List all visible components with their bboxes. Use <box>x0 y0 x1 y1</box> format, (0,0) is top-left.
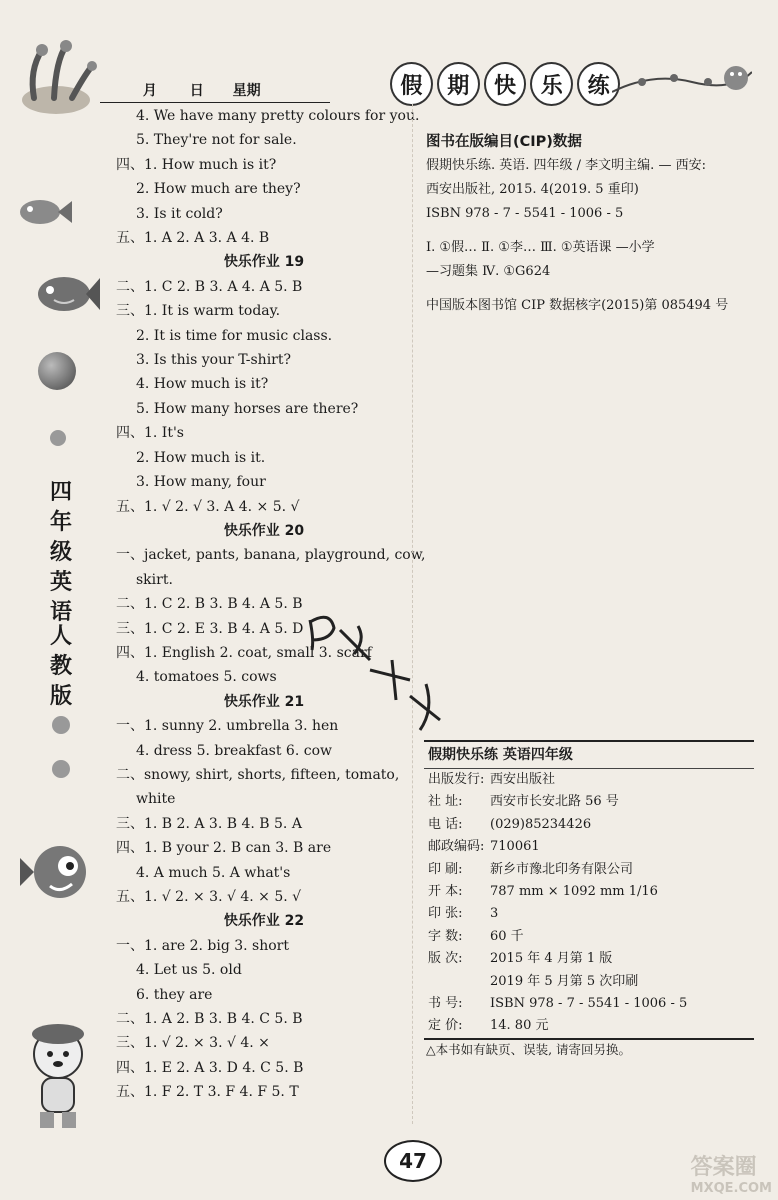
side-label-char: 人 <box>49 624 72 649</box>
watermark <box>691 1150 772 1196</box>
answer-line: 4. We have many pretty colours for you. <box>136 108 420 124</box>
colophon-key: 邮政编码: <box>428 839 485 855</box>
answer-line: skirt. <box>136 571 173 588</box>
answer-line: 一、1. sunny 2. umbrella 3. hen <box>116 718 339 735</box>
answer-line: 四、1. English 2. coat, small 3. scarf <box>116 644 372 661</box>
colophon-key <box>428 971 490 993</box>
answer-line: 三、1. B 2. A 3. B 4. B 5. A <box>116 815 302 832</box>
answer-line: 4. How much is it? <box>136 376 269 393</box>
colophon-row <box>424 971 754 993</box>
big-fish-icon <box>30 270 100 318</box>
exercise-title: 快乐作业 21 <box>223 693 305 710</box>
cip-line <box>426 284 766 294</box>
colophon-row <box>424 926 754 948</box>
colophon-row <box>424 948 754 970</box>
answer-line: 三、1. It is warm today. <box>116 303 281 320</box>
answer-line: 三、1. C 2. E 3. B 4. A 5. D <box>116 620 304 637</box>
answer-line: 5. How many horses are there? <box>136 400 359 417</box>
colophon-value: 3 <box>490 906 499 922</box>
colophon-row <box>424 814 754 836</box>
replacement-note: △本书如有缺页、误装, 请寄回另换。 <box>426 1042 632 1057</box>
colophon-value: 14. 80 元 <box>490 1018 549 1034</box>
cartoon-dog-icon <box>18 1020 100 1140</box>
colophon-key: 出版发行: <box>428 772 485 787</box>
answer-line: 三、1. √ 2. × 3. √ 4. × <box>116 1035 270 1052</box>
answer-line: 一、1. are 2. big 3. short <box>116 937 289 954</box>
answer-line: 4. Let us 5. old <box>136 962 242 979</box>
date-day: 日 <box>189 83 204 99</box>
handwritten-scribble <box>300 600 460 740</box>
side-label-char: 年 <box>49 510 72 535</box>
colophon-key: 印 刷: <box>428 861 463 877</box>
date-month: 月 <box>142 83 157 99</box>
answer-line: 4. tomatoes 5. cows <box>136 669 277 686</box>
colophon-row <box>424 769 754 791</box>
colophon-key: 印 张: <box>428 906 463 922</box>
colophon-key: 电 话: <box>428 816 463 832</box>
banner-char: 期 <box>437 62 480 106</box>
answer-line: 2. How much is it. <box>136 449 266 466</box>
colophon-row <box>424 1015 754 1037</box>
banner-char: 乐 <box>530 62 573 106</box>
colophon-value: 新乡市豫北印务有限公司 <box>490 861 634 877</box>
bubble-icon <box>52 716 70 734</box>
cip-line: 西安出版社, 2015. 4(2019. 5 重印) <box>426 182 639 197</box>
colophon-key: 开 本: <box>428 884 463 900</box>
banner-char: 快 <box>484 62 527 106</box>
colophon-key: 社 址: <box>428 794 463 810</box>
answer-line: 四、1. How much is it? <box>116 156 277 173</box>
colophon-heading: 假期快乐练 英语四年级 <box>424 742 754 769</box>
colophon-value: 西安出版社 <box>490 772 556 787</box>
fish-icon <box>14 195 72 229</box>
exercise-title: 快乐作业 19 <box>223 254 305 271</box>
side-label-char: 语 <box>49 600 72 625</box>
answer-line: 四、1. B your 2. B can 3. B are <box>116 840 332 857</box>
side-label-char: 级 <box>49 540 72 565</box>
answer-line: 五、1. √ 2. × 3. √ 4. × 5. √ <box>116 889 302 905</box>
colophon-row <box>424 859 754 881</box>
colophon-value: 2019 年 5 月第 5 次印刷 <box>490 973 639 989</box>
plant-illustration-icon <box>14 40 100 120</box>
colophon-box <box>424 740 754 1040</box>
cip-line: ISBN 978 - 7 - 5541 - 1006 - 5 <box>426 206 624 221</box>
colophon-row <box>424 836 754 858</box>
answer-line: 四、1. It's <box>116 425 184 442</box>
answer-line: 3. How many, four <box>136 474 266 491</box>
colophon-row <box>424 903 754 925</box>
answer-line: 2. It is time for music class. <box>136 327 333 344</box>
answer-line: 五、1. F 2. T 3. F 4. F 5. T <box>116 1084 299 1101</box>
answer-line: 4. A much 5. A what's <box>136 864 291 881</box>
answer-line: 3. Is this your T-shirt? <box>136 352 291 369</box>
exercise-title: 快乐作业 22 <box>223 913 305 930</box>
answer-line: 二、1. C 2. B 3. A 4. A 5. B <box>116 278 303 295</box>
bubble-icon <box>52 760 70 778</box>
banner-char: 假 <box>390 62 433 106</box>
cip-title: 图书在版编目(CIP)数据 <box>426 134 582 150</box>
side-label-char: 教 <box>49 654 72 679</box>
vine-decoration-icon <box>612 52 752 112</box>
banner-char: 练 <box>577 62 620 106</box>
answer-line: 3. Is it cold? <box>136 205 223 222</box>
colophon-row <box>424 881 754 903</box>
colophon-value: 2015 年 4 月第 1 版 <box>490 951 613 967</box>
watermark-logo: 答案圈 <box>690 1155 757 1180</box>
answer-line: 5. They're not for sale. <box>136 132 297 149</box>
answer-line: 五、1. A 2. A 3. A 4. B <box>116 230 270 247</box>
answer-line: 二、1. C 2. B 3. B 4. A 5. B <box>116 596 303 613</box>
exercise-title: 快乐作业 20 <box>223 522 305 539</box>
colophon-row <box>424 791 754 813</box>
bubble-icon <box>50 430 66 446</box>
answer-line: 四、1. E 2. A 3. D 4. C 5. B <box>116 1059 304 1076</box>
colophon-key: 字 数: <box>428 928 463 944</box>
side-label-char: 版 <box>49 684 72 709</box>
page-number: 47 <box>384 1140 442 1182</box>
side-label <box>48 622 74 712</box>
cip-line: 假期快乐练. 英语. 四年级 / 李文明主编. — 西安: <box>426 158 706 173</box>
answer-line: 4. dress 5. breakfast 6. cow <box>136 742 332 759</box>
answer-line: 2. How much are they? <box>136 181 301 198</box>
answer-line: 五、1. √ 2. √ 3. A 4. × 5. √ <box>116 498 300 515</box>
colophon-value: 710061 <box>490 839 540 855</box>
cip-block <box>426 130 766 318</box>
side-label-char: 四 <box>49 480 72 505</box>
left-margin <box>0 0 100 1200</box>
answer-line: 二、1. A 2. B 3. B 4. C 5. B <box>116 1011 303 1028</box>
watermark-url: MXQE.COM <box>690 1181 772 1196</box>
cip-line: 中国版本图书馆 CIP 数据核字(2015)第 085494 号 <box>426 298 729 313</box>
colophon-key: 定 价: <box>428 1018 463 1034</box>
side-label-char: 英 <box>49 570 72 595</box>
ball-icon <box>38 352 76 390</box>
side-label <box>48 478 74 628</box>
colophon-key: 版 次: <box>428 951 463 967</box>
answer-line: 6. they are <box>136 986 213 1003</box>
answer-line: white <box>136 791 176 808</box>
colophon-value: (029)85234426 <box>490 816 592 832</box>
colophon-key: 书 号: <box>428 996 463 1012</box>
cip-line: —习题集 Ⅳ. ①G624 <box>426 264 551 279</box>
cartoon-fish-icon <box>20 838 100 908</box>
colophon-value: 787 mm × 1092 mm 1/16 <box>490 884 658 900</box>
cip-line <box>426 226 766 236</box>
date-weekday: 星期 <box>232 83 261 99</box>
date-line <box>100 80 330 103</box>
cip-line: Ⅰ. ①假… Ⅱ. ①李… Ⅲ. ①英语课 —小学 <box>426 240 655 255</box>
answer-line: 一、jacket, pants, banana, playground, cow, <box>116 547 426 564</box>
colophon-value: 60 千 <box>490 928 524 944</box>
answer-line: 二、snowy, shirt, shorts, fifteen, tomato, <box>116 766 400 783</box>
colophon-value: ISBN 978 - 7 - 5541 - 1006 - 5 <box>490 996 688 1012</box>
colophon-row <box>424 993 754 1015</box>
colophon-value: 西安市长安北路 56 号 <box>490 794 619 810</box>
